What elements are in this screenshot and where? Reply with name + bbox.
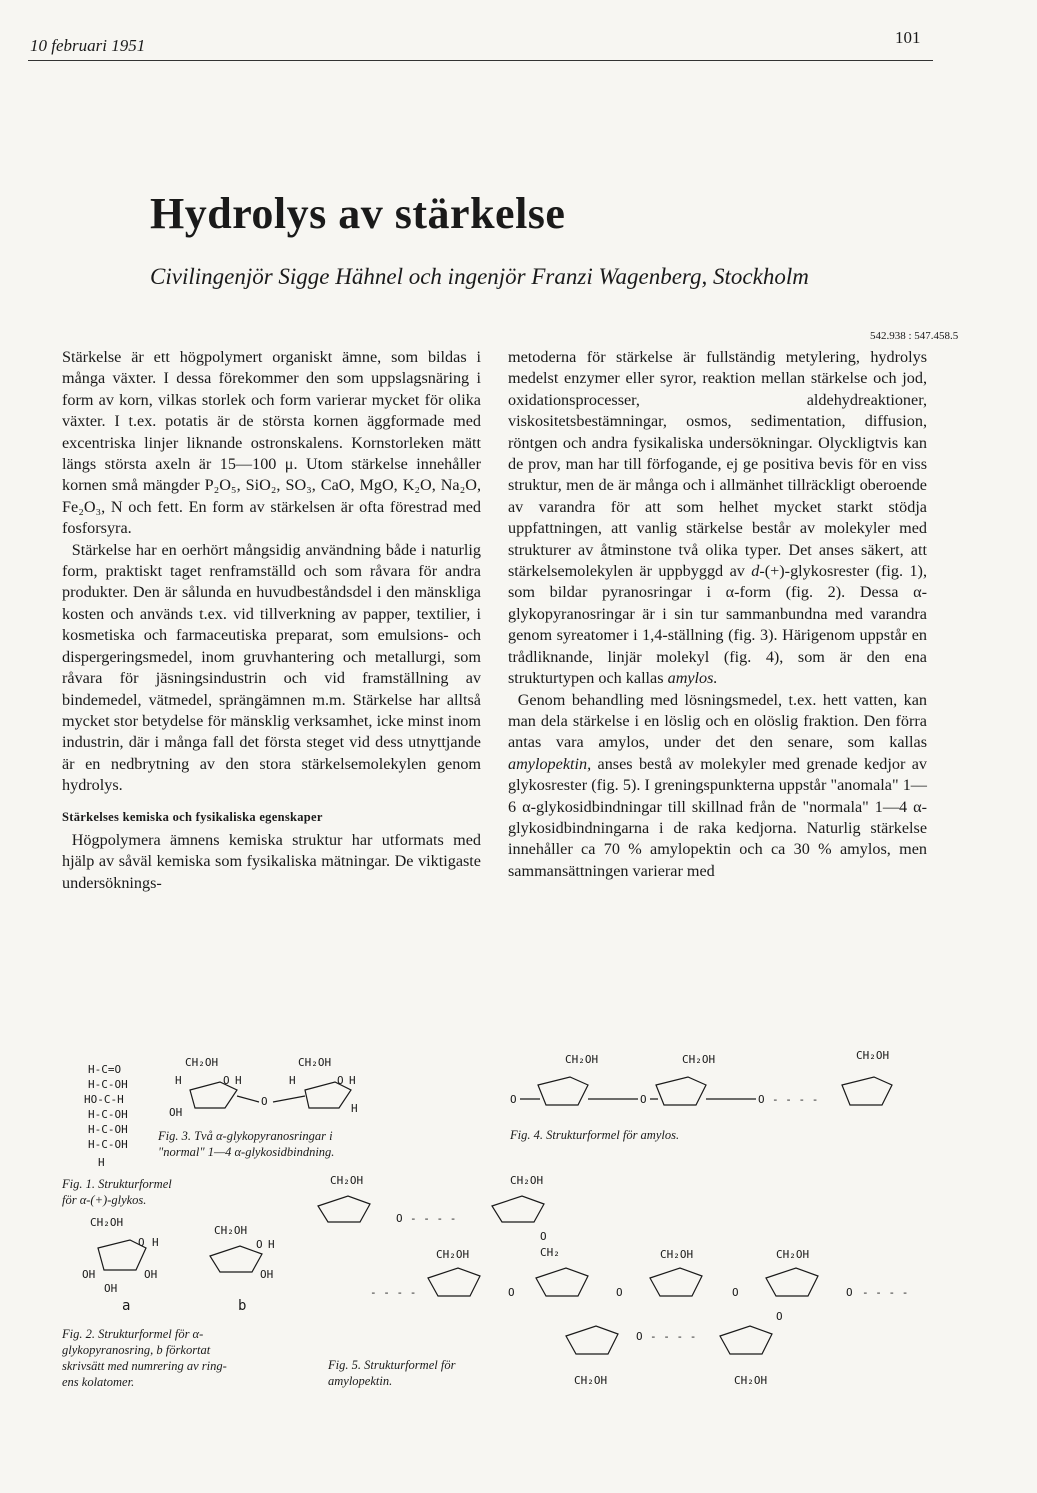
header-rule: [28, 60, 933, 61]
atom-label: H: [349, 1074, 356, 1087]
caption-line: glykopyranosring, b förkortat: [62, 1343, 211, 1357]
atom-label: O: [846, 1286, 853, 1299]
paragraph-fractions: [508, 690, 927, 883]
ring-unit: [536, 1268, 588, 1296]
right-column: [508, 347, 927, 882]
atom-label: OH: [169, 1106, 183, 1119]
ring-right: [305, 1082, 351, 1108]
atom-label: O: [337, 1074, 344, 1087]
article-title: Hydrolys av stärkelse: [150, 189, 566, 238]
paragraph-uses: Stärkelse har en oerhört mångsidig användning både i naturlig form, praktiskt taget renframställd och som råvara för andra produkter. Den är sålunda en huvudbeståndsdel i den mänskliga kosten och används t.ex. vid tillverkning av papper, textilier, i kosmetiska och farmaceutiska preparat, som emulsions- och dispergeringsmedel, inom gruvhantering och metallurgi, som råvara för jäsningsindustrin och vid framställning av bindemedel, vätmedel, sprängämnen m.m. Stärkelse har alltså mycket stor betydelse för mänsklig verksamhet, icke minst inom industrin, där i många fall det första steget vid dess utnyttjande är en nedbrytning av den stora stärkelsemolekylen genom hydrolys.: [62, 540, 481, 795]
atom-label: CH₂OH: [298, 1056, 332, 1069]
atom-label: CH₂OH: [856, 1049, 890, 1062]
issue-date: 10 februari 1951: [30, 36, 146, 55]
text-run: Genom behandling med lösningsmedel, t.ex. hett vatten, kan man dela stärkelse i en löslig och en olöslig fraktion. Den förra antas vara amylos, under det den senare, som kallas: [508, 690, 927, 752]
atom-label: CH₂OH: [510, 1174, 544, 1187]
atom-label: CH₂OH: [734, 1374, 768, 1387]
atom-label: CH₂OH: [330, 1174, 364, 1187]
paragraph-intro: Stärkelse är ett högpolymert organiskt ämne, som bildas i många växter. I dessa förekommer den som uppslagsnäring i form av korn, vilkas storlek och form varierar mycket för olika växter. I t.ex. potatis är de största kornen äggformade med excentriska linjer liknande ostronskalens. Kornstorleken mätt längs största axeln är 15—100 μ. Utom stärkelse innehåller kornen små mängder P₂O₅, SiO₂, SO₃, CaO, MgO, K₂O, Na₂O, Fe₂O₃, N och fett. En form av stärkelsen är ofta förestrad med fosforsyra.: [62, 348, 481, 538]
atom-label: CH₂OH: [660, 1248, 694, 1261]
ring-a: [98, 1240, 146, 1270]
figure-2-structure: [80, 1212, 280, 1312]
atom-label: O: [640, 1093, 647, 1106]
atom-label: H: [289, 1074, 296, 1087]
atom-label: O: [508, 1286, 515, 1299]
atom-label: O: [732, 1286, 739, 1299]
atom-label: CH₂OH: [574, 1374, 608, 1387]
left-column: [62, 347, 481, 894]
ring-unit: [720, 1326, 772, 1354]
ring-unit: [656, 1077, 706, 1105]
atom-label: OH: [82, 1268, 96, 1281]
ring-unit: [428, 1268, 480, 1296]
caption-line: Fig. 5. Strukturformel för: [328, 1358, 456, 1372]
atom-label: H-C-OH: [88, 1078, 128, 1091]
text-run: metoderna för stärkelse är fullständig metylering, hydrolys medelst enzymer eller syror, reaktion mellan stärkelse och jod, oxidationsprocesser, aldehydreaktioner, viskositetsbestämningar, osmos, sedimentation, diffusion, röntgen och andra fysikaliska undersökningar. Olyckligtvis kan de prov, man har till förfogande, ej ge positiva bevis för en viss struktur, men de är många och i allmänhet tillräckligt oberoende av varandra för att som helhet mycket starkt stödja uppfattningen, att vanlig stärkelse består av molekyler med strukturer av åtminstone två olika typer. Det anses säkert, att stärkelsemolekylen är uppbyggd av: [508, 348, 927, 581]
atom-label: O: [758, 1093, 765, 1106]
text-run: anses bestå av molekyler med grenade kedjor av glykosrester (fig. 5). I greningspunkterna uppstår "anomala" 1—6 α-glykosidbindningar till skillnad från de "normala" 1—4 α-glykosidbindningarna i de raka kedjorna. Naturlig stärkelse innehåller ca 70 % amylopektin och ca 30 % amylos, men sammansättningen varierar med: [508, 754, 927, 880]
atom-label: H: [235, 1074, 242, 1087]
caption-line: Fig. 2. Strukturformel för α-: [62, 1327, 204, 1341]
atom-label: H: [152, 1236, 159, 1249]
caption-line: Fig. 3. Två α-glykopyranosringar i: [158, 1129, 333, 1143]
atom-label: CH₂OH: [776, 1248, 810, 1261]
section-subheading: Stärkelses kemiska och fysikaliska egenskaper: [62, 809, 323, 824]
atom-label: CH₂OH: [214, 1224, 248, 1237]
atom-label: O: [138, 1236, 145, 1249]
caption-line: "normal" 1—4 α-glykosidbindning.: [158, 1145, 335, 1159]
caption-line: för α-(+)-glykos.: [62, 1193, 147, 1207]
figure-1-structure: [80, 1060, 150, 1175]
atom-label: HO-C-H: [84, 1093, 124, 1106]
atom-label: CH₂OH: [90, 1216, 124, 1229]
atom-label: H-C=O: [88, 1063, 122, 1076]
atom-label: H: [175, 1074, 182, 1087]
ring-unit: [492, 1196, 544, 1222]
chain-dots: - - - -: [370, 1286, 417, 1299]
text-run-italic: amylopektin,: [508, 754, 592, 773]
caption-line: skrivsätt med numrering av ring-: [62, 1359, 227, 1373]
ring-unit: [650, 1268, 702, 1296]
chain-dots: - - - -: [772, 1093, 819, 1106]
ring-b: [210, 1246, 262, 1272]
atom-label: CH₂OH: [436, 1248, 470, 1261]
atom-label: OH: [144, 1268, 158, 1281]
atom-label: H: [351, 1102, 358, 1115]
figure-3-caption: [158, 1128, 334, 1160]
glycosidic-bond: [237, 1096, 305, 1102]
ring-unit: [766, 1268, 818, 1296]
atom-label: H: [268, 1238, 275, 1251]
atom-label: OH: [104, 1282, 118, 1295]
atom-label: O: [256, 1238, 263, 1251]
article-authors: Civilingenjör Sigge Hähnel och ingenjör Franzi Wagenberg, Stockholm: [150, 264, 809, 289]
caption-line: Fig. 1. Strukturformel: [62, 1177, 172, 1191]
chain-dots: - - - -: [650, 1330, 697, 1343]
figure-1-caption: [62, 1176, 172, 1208]
figure-2-caption: [62, 1326, 227, 1390]
figure-5-structure: [310, 1172, 930, 1387]
ring-unit: [842, 1077, 892, 1105]
figure-4-structure: [510, 1045, 930, 1115]
text-run: -(+)-glykosrester (fig. 1), som bildar pyranosringar i α-form (fig. 2). Dessa α-glykopyranosringar är i sin tur sammanbundna med varandra genom syreatomer i 1,4-ställning (fig. 3). Härigenom uppstår en trådliknande, linjär molekyl (fig. 4), som är den ena strukturtypen och kallas: [508, 562, 927, 688]
atom-label: O: [396, 1212, 403, 1225]
atom-label: O: [510, 1093, 517, 1106]
ring-unit: [566, 1326, 618, 1354]
atom-label: O: [261, 1095, 268, 1108]
atom-label: CH₂OH: [565, 1053, 599, 1066]
atom-label: CH₂OH: [682, 1053, 716, 1066]
atom-label: OH: [260, 1268, 274, 1281]
chain-dots: - - - -: [862, 1286, 909, 1299]
figure-2a-label: a: [122, 1298, 131, 1314]
atom-label: O: [636, 1330, 643, 1343]
atom-label: H-C-OH: [88, 1123, 128, 1136]
figure-5-caption: [328, 1357, 455, 1389]
atom-label: O: [540, 1230, 547, 1243]
udc-classification: 542.938 : 547.458.5: [870, 330, 959, 342]
atom-label: O: [223, 1074, 230, 1087]
figure-2b-label: b: [238, 1298, 247, 1314]
text-run-italic: d: [751, 562, 760, 581]
caption-line: ens kolatomer.: [62, 1375, 135, 1389]
text-run-italic: amylos.: [667, 669, 718, 688]
ring-unit: [318, 1196, 370, 1222]
atom-label: CH₂OH: [185, 1056, 219, 1069]
atom-label: H-C-OH: [88, 1138, 128, 1151]
atom-label: O: [616, 1286, 623, 1299]
ring-left: [190, 1082, 237, 1108]
atom-label: H: [98, 1156, 105, 1169]
figure-4-caption: Fig. 4. Strukturformel för amylos.: [510, 1128, 680, 1142]
ring-unit: [538, 1077, 588, 1105]
paragraph-structure: [508, 347, 927, 690]
page-number: 101: [895, 28, 921, 47]
atom-label: O: [776, 1310, 783, 1323]
paragraph-methods: Högpolymera ämnens kemiska struktur har utformats med hjälp av såväl kemiska som fysikaliska mätningar. De viktigaste undersöknings-: [62, 830, 481, 892]
figure-3-structure: [165, 1052, 395, 1122]
atom-label: H-C-OH: [88, 1108, 128, 1121]
caption-line: amylopektin.: [328, 1374, 393, 1388]
chain-dots: - - - -: [410, 1212, 457, 1225]
atom-label: CH₂: [540, 1246, 560, 1259]
